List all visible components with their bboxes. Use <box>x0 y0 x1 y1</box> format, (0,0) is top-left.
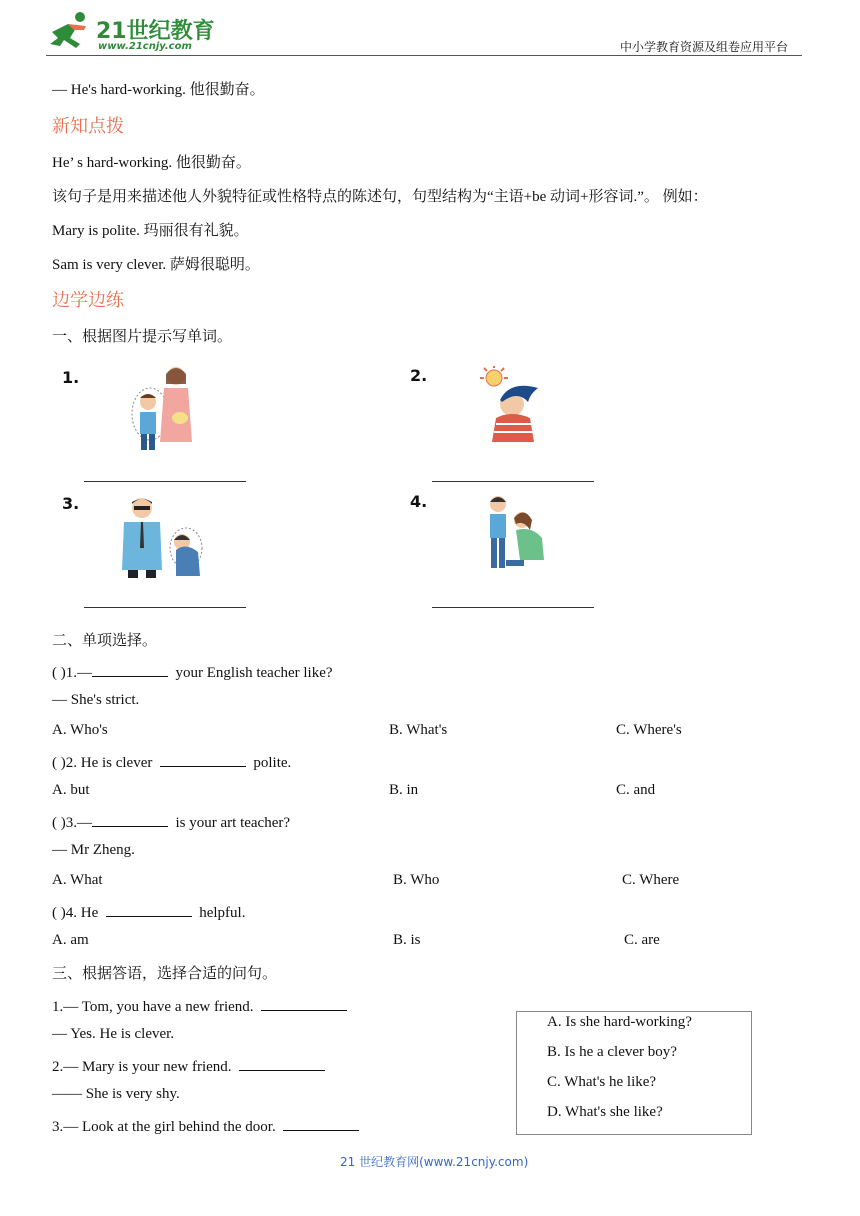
logo-sub: www.21cnjy.com <box>98 41 192 52</box>
logo-main: 21世纪教育 <box>96 19 215 44</box>
q3-option-c[interactable]: C. Where <box>622 872 680 888</box>
picture-clever-boy <box>480 366 544 446</box>
q4-stem-post: helpful. <box>199 905 246 921</box>
picture-number-4: 4. <box>410 492 428 511</box>
header-divider <box>46 55 802 56</box>
option-a[interactable]: A. Is she hard-working? <box>547 1014 692 1030</box>
answer-line-3[interactable] <box>84 607 246 608</box>
q4-stem-pre: ( )4. He <box>52 905 99 921</box>
match-line-1-text: 1.— Tom, you have a new friend. <box>52 999 254 1015</box>
q4-option-b[interactable]: B. is <box>393 932 421 948</box>
q4-option-c[interactable]: C. are <box>624 932 660 948</box>
q3-option-a[interactable]: A. What <box>52 872 103 888</box>
q2-option-b[interactable]: B. in <box>389 782 419 798</box>
match-line-5 <box>52 1116 359 1136</box>
option-b[interactable]: B. Is he a clever boy? <box>547 1044 677 1060</box>
match-line-2: — Yes. He is clever. <box>52 1026 175 1042</box>
q2-option-c[interactable]: C. and <box>616 782 656 798</box>
match-blank-1[interactable] <box>261 996 347 1011</box>
q1-stem <box>52 662 333 682</box>
match-line-4: —— She is very shy. <box>52 1086 180 1102</box>
q2-stem-post: polite. <box>253 755 292 771</box>
match-line-1 <box>52 996 347 1016</box>
q1-option-c[interactable]: C. Where's <box>616 722 682 738</box>
example-line-2: Sam is very clever. 萨姆很聪明。 <box>52 257 260 273</box>
q3-blank[interactable] <box>92 812 168 827</box>
q2-blank[interactable] <box>160 752 246 767</box>
match-blank-2[interactable] <box>239 1056 325 1071</box>
example-line-1: Mary is polite. 玛丽很有礼貌。 <box>52 223 249 239</box>
q3-stem <box>52 812 290 832</box>
part2-heading: 二、单项选择。 <box>52 633 158 649</box>
picture-number-1: 1. <box>62 368 80 387</box>
intro-line: — He's hard-working. 他很勤奋。 <box>52 82 265 98</box>
q1-option-b[interactable]: B. What's <box>389 722 448 738</box>
q3-answer: — Mr Zheng. <box>52 842 135 858</box>
q2-stem-pre: ( )2. He is clever <box>52 755 153 771</box>
q1-stem-post: your English teacher like? <box>175 665 333 681</box>
platform-title: 中小学教育资源及组卷应用平台 <box>620 40 789 54</box>
option-d[interactable]: D. What's she like? <box>547 1104 663 1120</box>
match-blank-3[interactable] <box>283 1116 359 1131</box>
picture-number-3: 3. <box>62 494 80 513</box>
match-line-5-text: 3.— Look at the girl behind the door. <box>52 1119 276 1135</box>
match-line-3 <box>52 1056 325 1076</box>
picture-helpful-girl <box>484 490 548 576</box>
q2-stem <box>52 752 291 772</box>
q1-option-a[interactable]: A. Who's <box>52 722 108 738</box>
explain-line-1: He’ s hard-working. 他很勤奋。 <box>52 155 251 171</box>
q1-stem-pre: ( )1.— <box>52 665 92 681</box>
q2-option-a[interactable]: A. but <box>52 782 90 798</box>
picture-polite-boy-mother <box>128 362 198 454</box>
picture-number-2: 2. <box>410 366 428 385</box>
answer-line-1[interactable] <box>84 481 246 482</box>
logo-runner-icon <box>46 10 94 52</box>
part1-heading: 一、根据图片提示写单词。 <box>52 329 233 345</box>
section-title-new-knowledge: 新知点拨 <box>52 116 124 137</box>
part3-heading: 三、根据答语，选择合适的问句。 <box>52 966 278 982</box>
q4-stem <box>52 902 245 922</box>
q3-stem-pre: ( )3.— <box>52 815 92 831</box>
footer-link[interactable]: 21 世纪教育网(www.21cnjy.com) <box>340 1155 529 1169</box>
q3-option-b[interactable]: B. Who <box>393 872 440 888</box>
section-title-practice: 边学边练 <box>52 290 124 311</box>
q1-answer: — She's strict. <box>52 692 140 708</box>
picture-strict-teacher <box>120 492 210 580</box>
q3-stem-post: is your art teacher? <box>175 815 291 831</box>
answer-line-4[interactable] <box>432 607 594 608</box>
q1-blank[interactable] <box>92 662 168 677</box>
match-line-3-text: 2.— Mary is your new friend. <box>52 1059 232 1075</box>
answer-line-2[interactable] <box>432 481 594 482</box>
q4-option-a[interactable]: A. am <box>52 932 89 948</box>
explain-line-2: 该句子是用来描述他人外貌特征或性格特点的陈述句，句型结构为“主语+be 动词+形容词.”。 例如： <box>52 189 708 205</box>
option-c[interactable]: C. What's he like? <box>547 1074 657 1090</box>
q4-blank[interactable] <box>106 902 192 917</box>
